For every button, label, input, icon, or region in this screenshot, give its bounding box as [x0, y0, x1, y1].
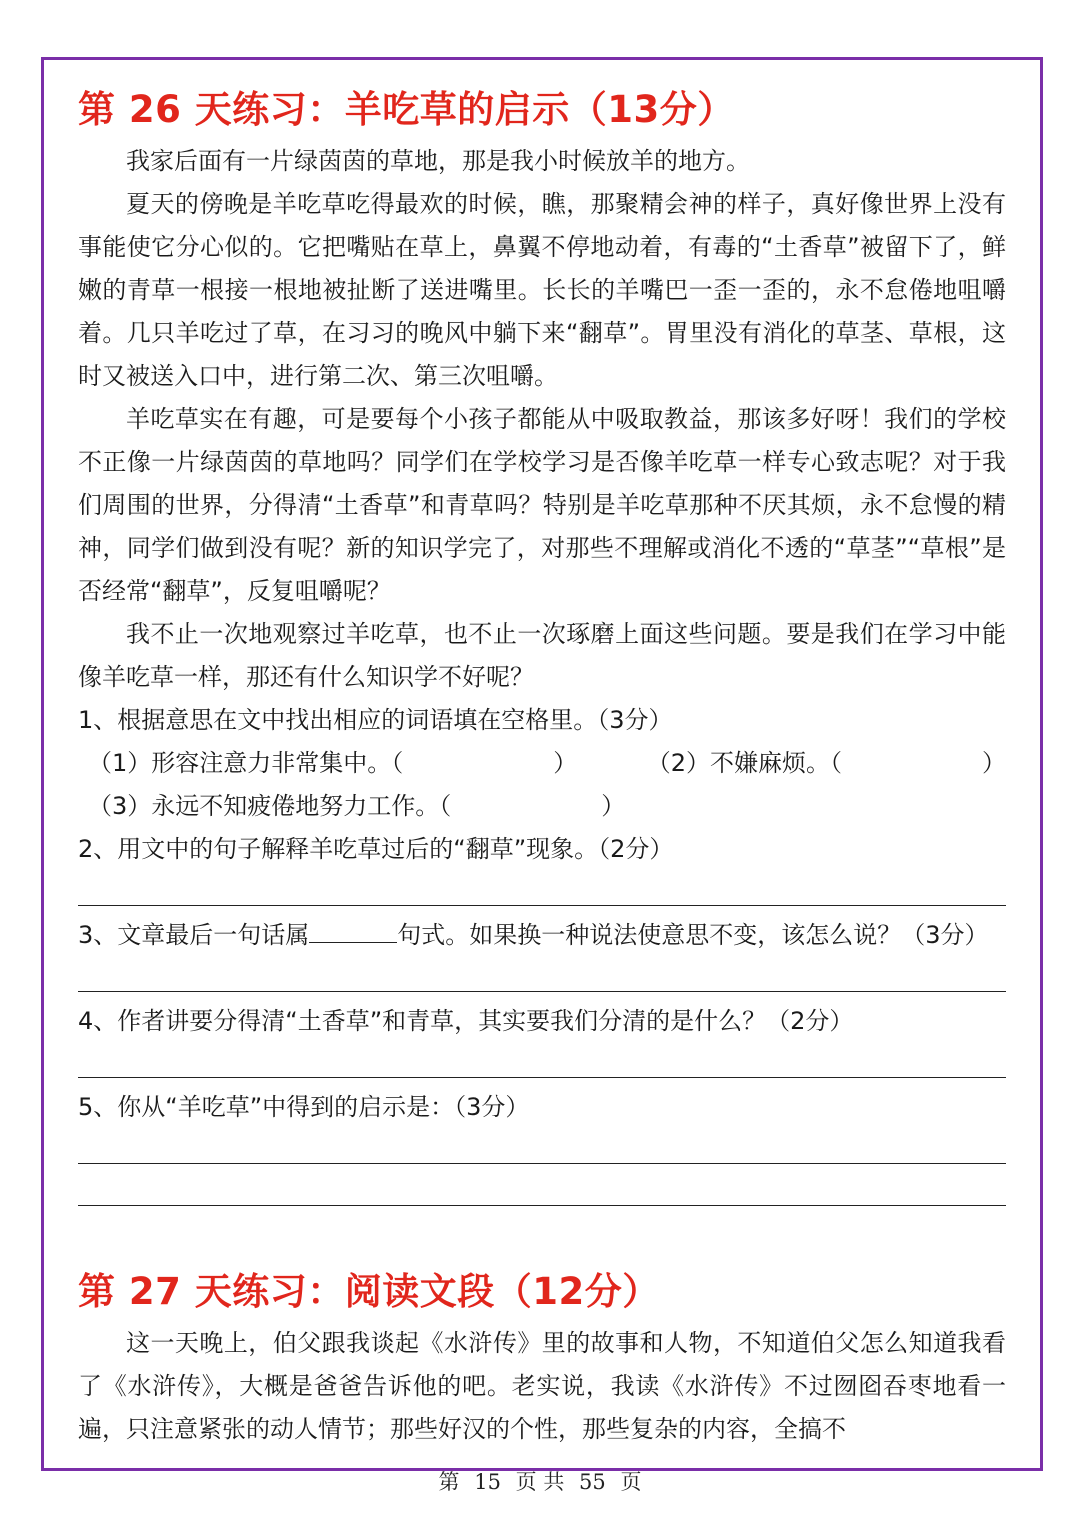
footer-label-of: 页 共: [515, 1470, 565, 1494]
question-1-item-3[interactable]: [88, 785, 625, 828]
section-26-paragraph-3: 羊吃草实在有趣，可是要每个小孩子都能从中吸取教益，那该多好呀！我们的学校不正像一片绿茵茵的草地吗？同学们在学校学习是否像羊吃草一样专心致志呢？对于我们周围的世界，分得清“土香草”和青草吗？特别是羊吃草那种不厌其烦，永不怠慢的精神，同学们做到没有呢？新的知识学完了，对那些不理解或消化不透的“草茎”“草根”是否经常“翻草”，反复咀嚼呢？: [78, 405, 1006, 605]
question-1-item-2-label: （2）不嫌麻烦。（: [646, 749, 842, 777]
question-1-item-2[interactable]: [647, 742, 1006, 785]
question-1-item-1-label: （1）形容注意力非常集中。（: [88, 749, 404, 777]
question-4: 4、作者讲要分得清“土香草”和青草，其实要我们分清的是什么？（2分）: [78, 1007, 854, 1035]
question-3-prefix: 3、文章最后一句话属: [78, 921, 310, 949]
section-27-paragraph-1: 这一天晚上，伯父跟我谈起《水浒传》里的故事和人物，不知道伯父怎么知道我看了《水浒传》，大概是爸爸告诉他的吧。老实说，我读《水浒传》不过囫囵吞枣地看一遍，只注意紧张的动人情节；那些好汉的个性，那些复杂的内容，全搞不: [78, 1329, 1006, 1443]
footer-label-page: 第: [438, 1470, 460, 1494]
section-26-title: 第 26 天练习：羊吃草的启示（13分）: [78, 88, 735, 131]
question-1-item-3-close: ）: [601, 792, 626, 820]
footer-current-page: 15: [474, 1470, 501, 1494]
question-1-row-2: [78, 785, 1006, 828]
footer-label-end: 页: [620, 1470, 642, 1494]
section-27-title: 第 27 天练习：阅读文段（12分）: [78, 1270, 660, 1313]
question-2: 2、用文中的句子解释羊吃草过后的“翻草”现象。（2分）: [78, 835, 674, 863]
section-26-paragraph-1: 我家后面有一片绿茵茵的草地，那是我小时候放羊的地方。: [126, 147, 750, 175]
question-3: [78, 914, 1006, 957]
question-1-item-1[interactable]: [88, 742, 647, 785]
question-1: 1、根据意思在文中找出相应的词语填在空格里。（3分）: [78, 706, 673, 734]
question-3-fill-blank[interactable]: [309, 920, 397, 943]
question-1-row-1: [78, 742, 1006, 785]
question-5: 5、你从“羊吃草”中得到的启示是：（3分）: [78, 1093, 530, 1121]
section-26-paragraph-4: 我不止一次地观察过羊吃草，也不止一次琢磨上面这些问题。要是我们在学习中能像羊吃草一样，那还有什么知识学不好呢？: [78, 620, 1006, 691]
question-1-item-1-close: ）: [553, 749, 578, 777]
page-footer: [0, 1466, 1080, 1498]
question-1-item-3-label: （3）永远不知疲倦地努力工作。（: [88, 792, 452, 820]
question-1-item-2-close: ）: [982, 749, 1006, 777]
section-26-paragraph-2: 夏天的傍晚是羊吃草吃得最欢的时候，瞧，那聚精会神的样子，真好像世界上没有事能使它分心似的。它把嘴贴在草上，鼻翼不停地动着，有毒的“土香草”被留下了，鲜嫩的青草一根接一根地被扯断了送进嘴里。长长的羊嘴巴一歪一歪的，永不怠倦地咀嚼着。几只羊吃过了草，在习习的晚风中躺下来“翻草”。胃里没有消化的草茎、草根，这时又被送入口中，进行第二次、第三次咀嚼。: [78, 190, 1006, 390]
question-3-suffix: 句式。如果换一种说法使意思不变，该怎么说？（3分）: [397, 921, 989, 949]
page-content: [78, 80, 1006, 1451]
footer-total-pages: 55: [579, 1470, 606, 1494]
